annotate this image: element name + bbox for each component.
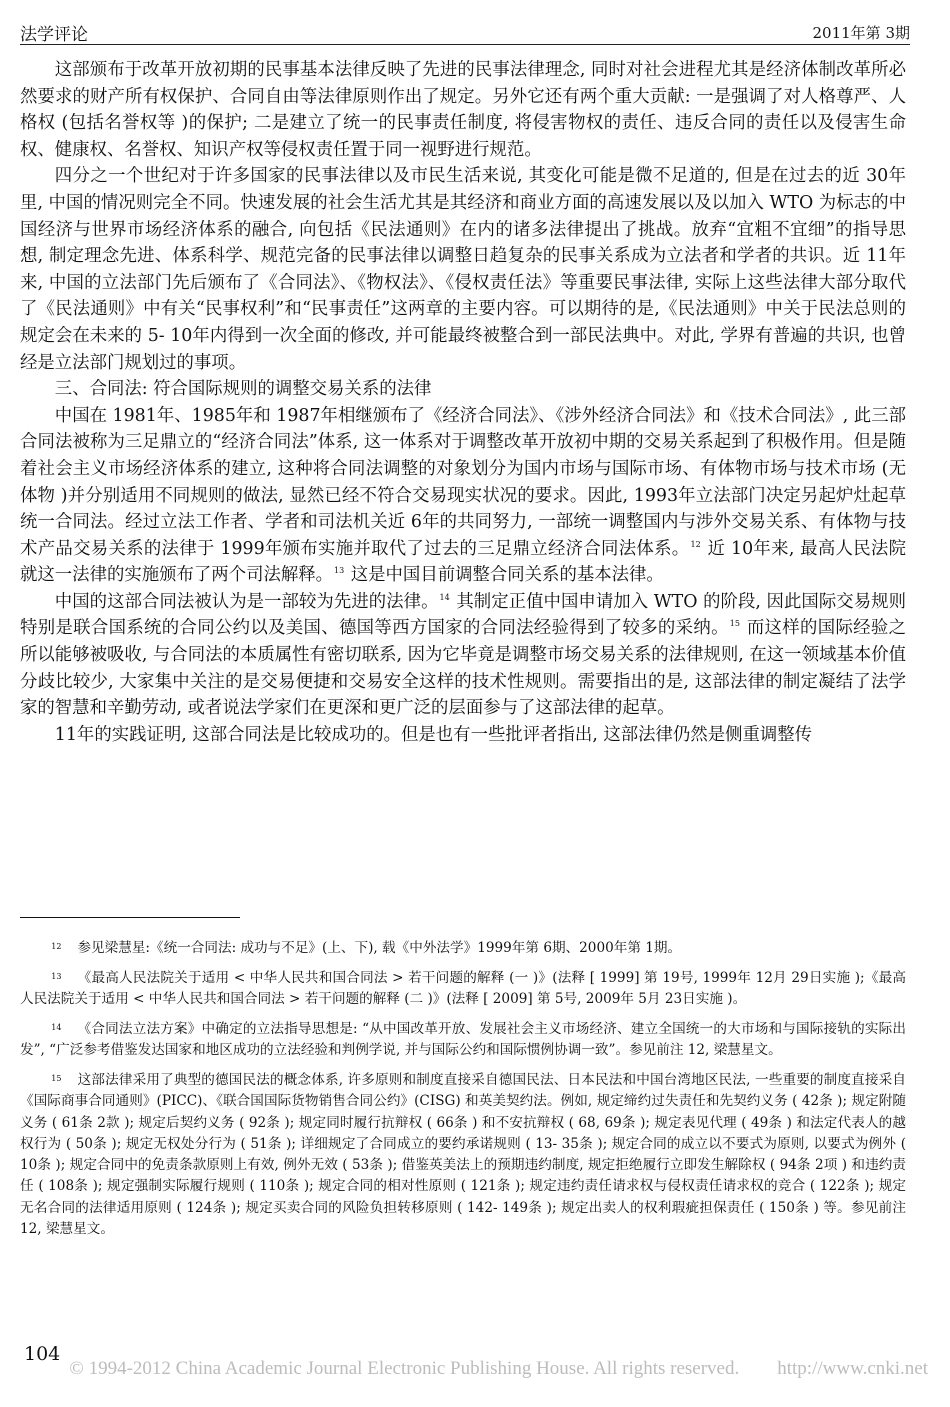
footnote-text: 《最高人民法院关于适用 < 中华人民共和国合同法 > 若干问题的解释 (一 )》(法释 [ 1999] 第 19号, 1999年 12月 29日实施 );《最高人民法院关于适用 < 中华人民共和国合同法 > 若干问题的解释 (二 )》(法释 [ 2009] 第 5号, 2009年 5月 23日实施 )。 xyxy=(20,969,906,1008)
footnote xyxy=(20,1068,906,1240)
footnote-number: 12 xyxy=(51,942,62,951)
footnote-ref[interactable]: 15 xyxy=(729,619,740,629)
footnote xyxy=(20,1017,906,1062)
footnote-separator xyxy=(20,917,240,918)
journal-name: 法学评论 xyxy=(20,25,88,45)
issue-label: 2011年第 3期 xyxy=(812,24,910,42)
footnote-text: 这部法律采用了典型的德国民法的概念体系, 许多原则和制度直接采自德国民法、日本民法和中国台湾地区民法, 一些重要的制度直接采自《国际商事合同通则》(PICC)、《联合国国际货物销售合同公约》(CISG) 和英美契约法。例如, 规定缔约过失责任和先契约义务 ( 42条 ); 规定附随义务 ( 61条 2款 ); 规定后契约义务 ( 92条 ); 规定同时履行抗辩权 ( 66条 ) 和不安抗辩权 ( 68, 69条 ); 规定表见代理 ( 49条 ) 和法定代表人的越权行为 ( 50条 ); 规定无权处分行为 ( 51条 ); 详细规定了合同成立的要约承诺规则 ( 13- 35条 ); 规定合同的成立以不要式为原则, 以要式为例外 ( 10条 ); 规定合同中的免责条款原则上有效, 例外无效 ( 53条 ); 借鉴英美法上的预期违约制度, 规定拒绝履行立即发生解除权 ( 94条 2项 ) 和违约责任 ( 108条 ); 规定强制实际履行规则 ( 110条 ); 规定合同的相对性原则 ( 121条 ); 规定违约责任请求权与侵权责任请求权的竞合 ( 122条 ); 规定无名合同的法律适用原则 ( 124条 ); 规定买卖合同的风险负担转移原则 ( 142- 149条 ); 规定出卖人的权利瑕疵担保责任 ( 150条 ) 等。参见前注 12, 梁慧星文。 xyxy=(20,1071,906,1238)
footnote-text: 《合同法立法方案》中确定的立法指导思想是: “从中国改革开放、发展社会主义市场经济、建立全国统一的大市场和与国际接轨的实际出发”, “广泛参考借鉴发达国家和地区成功的立法经验和判例学说, 并与国际公约和国际惯例协调一致”。参见前注 12, 梁慧星文。 xyxy=(20,1020,906,1059)
footnote-ref[interactable]: 12 xyxy=(690,539,701,549)
copyright-watermark xyxy=(20,1358,928,1380)
footnote-text: 参见梁慧星:《统一合同法: 成功与不足》(上、下), 载《中外法学》1999年第 6期、2000年第 1期。 xyxy=(77,940,682,956)
cnki-url: http://www.cnki.net xyxy=(777,1358,928,1379)
running-header xyxy=(20,14,910,45)
footnote-number: 15 xyxy=(51,1073,62,1083)
article-body xyxy=(20,57,906,748)
footnote-number: 14 xyxy=(51,1022,62,1032)
section-heading: 三、合同法: 符合国际规则的调整交易关系的法律 xyxy=(54,379,432,400)
copyright-text: © 1994-2012 China Academic Journal Electronic Publishing House. All rights reserved. xyxy=(69,1358,740,1379)
paragraph: 这部颁布于改革开放初期的民事基本法律反映了先进的民事法律理念, 同时对社会进程尤其是经济体制改革所必然要求的财产所有权保护、合同自由等法律原则作出了规定。另外它还有两个重大贡献: 一是强调了对人格尊严、人格权 (包括名誉权等 )的保护; 二是建立了统一的民事责任制度, 将侵害物权的责任、违反合同的责任以及侵害生命权、健康权、名誉权、知识产权等侵权责任置于同一视野进行规范。 xyxy=(20,60,906,160)
paragraph: 中国在 1981年、1985年和 1987年相继颁布了《经济合同法》、《涉外经济合同法》和《技术合同法》, 此三部合同法被称为三足鼎立的“经济合同法”体系, 这一体系对于调整改革开放初中期的交易关系起到了积极作用。但是随着社会主义市场经济体系的建立, 这种将合同法调整的对象划分为国内市场与国际市场、有体物市场与技术市场 (无体物 )并分别适用不同规则的做法, 显然已经不符合交易现实状况的要求。因此, 1993年立法部门决定另起炉灶起草统一合同法。经过立法工作者、学者和司法机关近 6年的共同努力, 一部统一调整国内与涉外交易关系、有体物与技术产品交易关系的法律于 1999年颁布实施并取代了过去的三足鼎立经济合同法体系。$^{12}$ 近 10年来, 最高人民法院就这一法律的实施颁布了两个司法解释。$^{13}$ 这是中国目前调整合同关系的基本法律。 xyxy=(20,405,906,586)
footnote xyxy=(20,966,906,1011)
footnote xyxy=(20,936,906,959)
footnotes xyxy=(20,936,906,1247)
footnote-ref[interactable]: 13 xyxy=(334,566,345,576)
footnote-number: 13 xyxy=(51,971,62,981)
paragraph: 中国的这部合同法被认为是一部较为先进的法律。$^{14}$ 其制定正值中国申请加入 WTO 的阶段, 因此国际交易规则特别是联合国系统的合同公约以及美国、德国等西方国家的合同法经验得到了较多的采纳。$^{15}$ 而这样的国际经验之所以能够被吸收, 与合同法的本质属性有密切联系, 因为它毕竟是调整市场交易关系的法律规则, 在这一领域基本价值分歧比较少, 大家集中关注的是交易便捷和交易安全这样的技术性规则。需要指出的是, 这部法律的制定凝结了法学家的智慧和辛勤劳动, 或者说法学家们在更深和更广泛的层面参与了这部法律的起草。 xyxy=(20,591,906,719)
page-number: 104 xyxy=(24,1343,61,1365)
paragraph: 11年的实践证明, 这部合同法是比较成功的。但是也有一些批评者指出, 这部法律仍然是侧重调整传 xyxy=(54,724,813,745)
paragraph: 四分之一个世纪对于许多国家的民事法律以及市民生活来说, 其变化可能是微不足道的, 但是在过去的近 30年里, 中国的情况则完全不同。快速发展的社会生活尤其是其经济和商业方面的高速发展以及以加入 WTO 为标志的中国经济与世界市场经济体系的融合, 向包括《民法通则》在内的诸多法律提出了挑战。放弃“宜粗不宜细”的指导思想, 制定理念先进、体系科学、规范完备的民事法律以调整日趋复杂的民事关系成为立法者和学者的共识。近 11年来, 中国的立法部门先后颁布了《合同法》、《物权法》、《侵权责任法》等重要民事法律, 实际上这些法律大部分取代了《民法通则》中有关“民事权利”和“民事责任”这两章的主要内容。可以期待的是,《民法通则》中关于民法总则的规定会在未来的 5- 10年内得到一次全面的修改, 并可能最终被整合到一部民法典中。对此, 学界有普遍的共识, 也曾经是立法部门规划过的事项。 xyxy=(20,166,906,373)
footnote-ref[interactable]: 14 xyxy=(439,592,450,602)
